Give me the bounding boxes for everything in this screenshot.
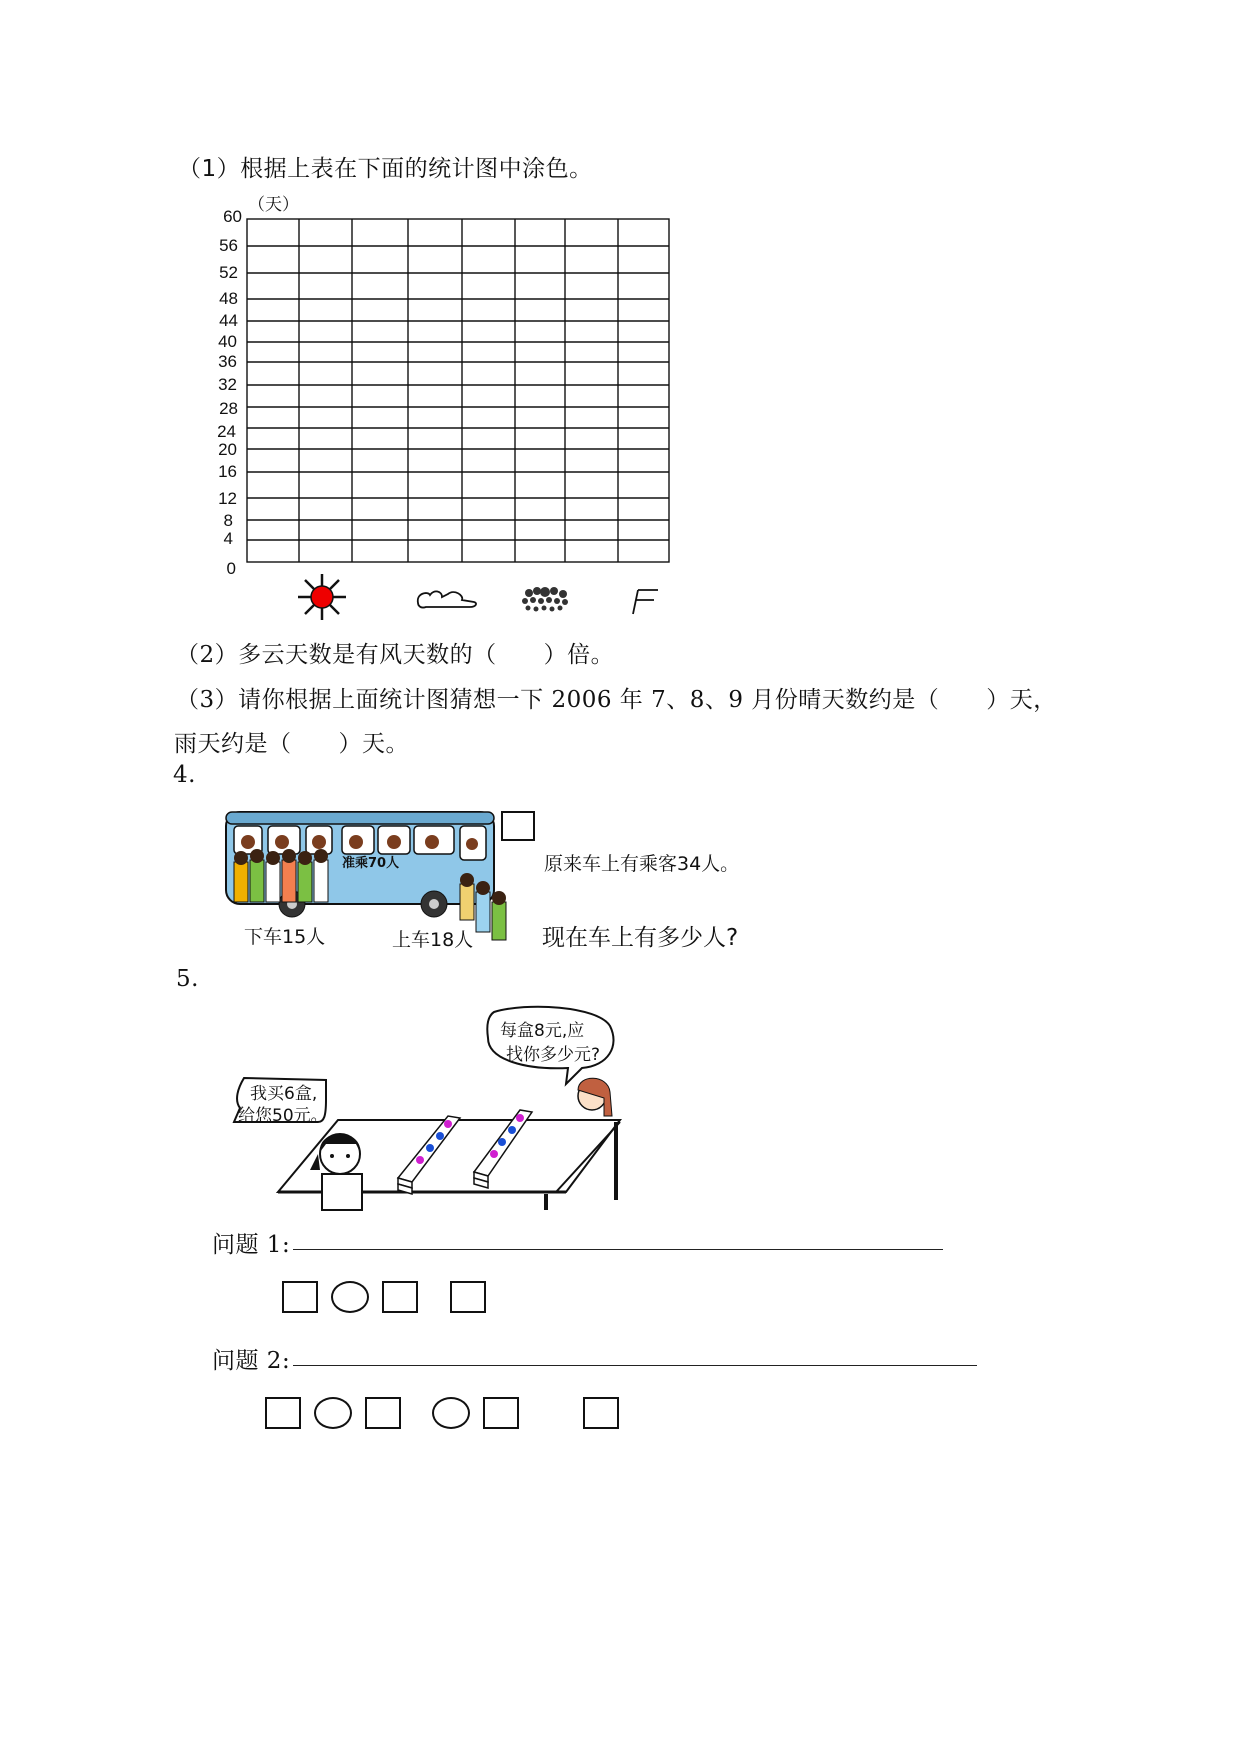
q5-q2-box-result[interactable] <box>583 1397 619 1429</box>
q3-part3-question-line1: （3）请你根据上面统计图猜想一下 2006 年 7、8、9 月份晴天数约是（ ）天， <box>176 687 1057 713</box>
y-tick-56: 56 <box>219 236 238 255</box>
seller-speech-line1: 每盒8元,应 <box>500 1021 585 1041</box>
q3-part1-instruction: （1）根据上表在下面的统计图中涂色。 <box>178 156 593 182</box>
q5-q2-box-3[interactable] <box>483 1397 519 1429</box>
y-tick-20: 20 <box>218 440 237 459</box>
y-tick-36: 36 <box>218 352 237 371</box>
q5-number: 5. <box>176 966 199 992</box>
q5-q1-box-1[interactable] <box>282 1281 318 1313</box>
q5-q2-operator-circle-1[interactable] <box>314 1397 352 1429</box>
y-axis-unit: （天） <box>248 195 299 214</box>
label-got-off: 下车15人 <box>244 926 326 948</box>
q5-q2-operator-circle-2[interactable] <box>432 1397 470 1429</box>
y-tick-4: 4 <box>223 529 233 548</box>
q5-question1-answer-line[interactable] <box>293 1249 943 1250</box>
q5-q1-box-result[interactable] <box>450 1281 486 1313</box>
y-tick-0: 0 <box>226 559 236 578</box>
bus-capacity-sign: 准乘70人 <box>342 856 400 871</box>
q4-question: 现在车上有多少人? <box>542 925 739 951</box>
girl-speech-line1: 我买6盒, <box>250 1084 318 1104</box>
q5-question2-label: 问题 2: <box>212 1348 291 1374</box>
q5-q2-box-1[interactable] <box>265 1397 301 1429</box>
q5-q1-box-2[interactable] <box>382 1281 418 1313</box>
y-tick-28: 28 <box>219 399 238 418</box>
q3-part2-question: （2）多云天数是有风天数的（ ）倍。 <box>176 642 615 668</box>
y-tick-44: 44 <box>219 311 238 330</box>
q3-part3-question-line2: 雨天约是（ ）天。 <box>174 731 409 757</box>
y-tick-32: 32 <box>218 375 237 394</box>
y-tick-16: 16 <box>218 462 237 481</box>
seller-speech-line2: 找你多少元? <box>506 1045 601 1065</box>
y-tick-24: 24 <box>217 422 236 441</box>
y-tick-60: 60 <box>223 207 242 226</box>
q5-q2-box-2[interactable] <box>365 1397 401 1429</box>
y-tick-40: 40 <box>218 332 237 351</box>
q4-original-passengers: 原来车上有乘客34人。 <box>544 853 740 875</box>
y-tick-8: 8 <box>223 511 233 530</box>
bar-chart-grid[interactable] <box>0 0 1241 700</box>
cloudy-icon <box>414 585 482 613</box>
rainy-icon <box>519 585 573 613</box>
y-tick-52: 52 <box>219 263 238 282</box>
y-tick-12: 12 <box>218 489 237 508</box>
q4-number: 4. <box>173 762 196 788</box>
q5-q1-operator-circle-1[interactable] <box>331 1281 369 1313</box>
q5-question2-answer-line[interactable] <box>293 1365 977 1366</box>
girl-speech-line2: 给您50元。 <box>238 1106 328 1126</box>
label-got-on: 上车18人 <box>392 929 474 951</box>
sunny-icon <box>294 572 350 622</box>
q5-question1-label: 问题 1: <box>212 1232 291 1258</box>
y-tick-48: 48 <box>219 289 238 308</box>
windy-icon <box>628 586 664 616</box>
